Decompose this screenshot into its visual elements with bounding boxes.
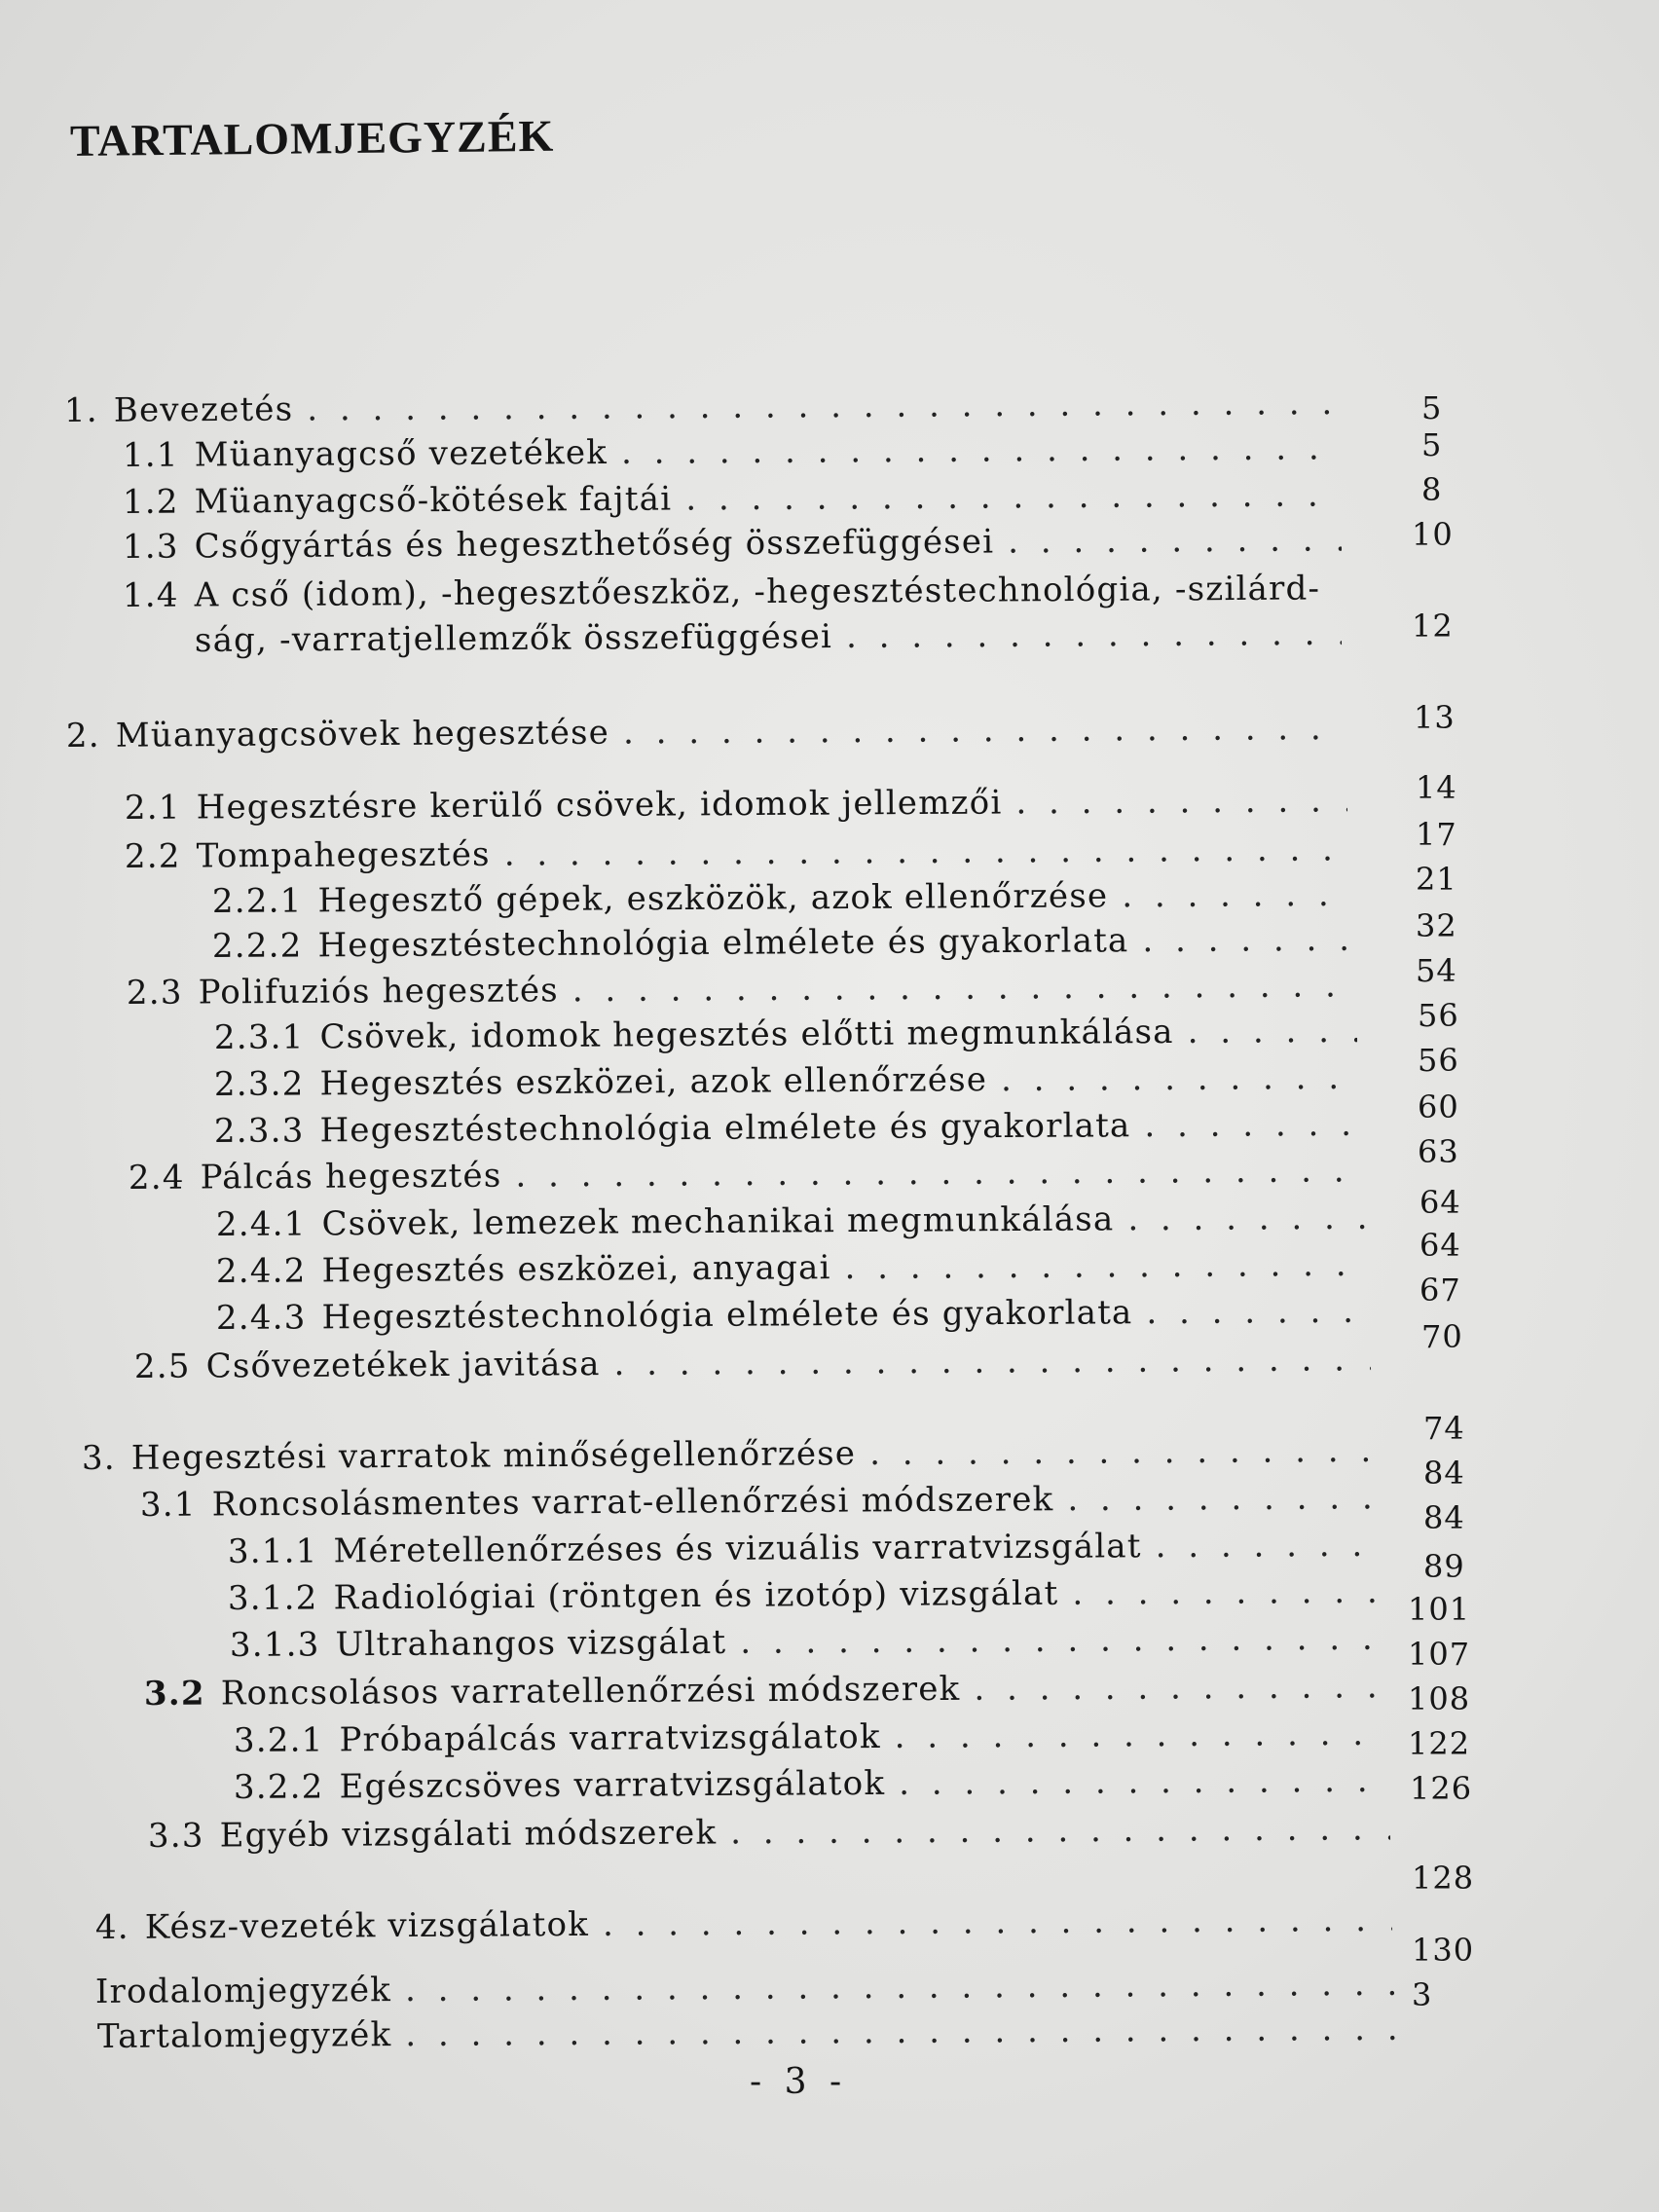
- toc-page-number: 108: [1408, 1680, 1471, 1717]
- toc-entry-title: Méretellenőrzéses és vizuális varratvizsgálat: [333, 1527, 1142, 1571]
- toc-entry-number: 2.3.2: [213, 1064, 305, 1104]
- toc-entry-number: 2.4.1: [215, 1204, 307, 1244]
- toc-entry-title: Polifuziós hegesztés: [198, 971, 559, 1013]
- toc-entry-number: 3.: [81, 1438, 116, 1478]
- toc-entry-number: 1.3: [122, 527, 179, 567]
- toc-entry-number: 2.2.2: [211, 926, 303, 966]
- toc-page-number: 60: [1418, 1088, 1459, 1125]
- leader-dots: [1067, 1478, 1377, 1519]
- leader-dots: [899, 1761, 1388, 1803]
- toc-entry-number: 1.: [63, 390, 98, 430]
- leader-dots: [504, 830, 1349, 873]
- toc-entry-number: 2.: [65, 716, 100, 756]
- toc-entry-3-3: [148, 1809, 1390, 1860]
- leader-dots: [307, 384, 1330, 428]
- toc-entry-2-3-1: [214, 1012, 1357, 1061]
- toc-page-number: 3: [1412, 1976, 1433, 2013]
- toc-entry-title: Hegesztés eszközei, anyagai: [321, 1248, 831, 1291]
- toc-entry-title: Csövek, idomok hegesztés előtti megmunkálása: [319, 1012, 1174, 1057]
- toc-entry-number: 3.2.1: [233, 1720, 324, 1760]
- leader-dots: [405, 1965, 1394, 2009]
- leader-dots: [685, 475, 1340, 518]
- toc-entry-number: 2.3: [126, 973, 183, 1013]
- page-folio: - 3 -: [750, 2062, 848, 2102]
- toc-entry-title: Ultrahangos vizsgálat: [335, 1622, 727, 1665]
- leader-dots: [1144, 1105, 1361, 1145]
- toc-entry-title: Tompahegesztés: [196, 834, 491, 876]
- toc-entry-3-1: [140, 1478, 1377, 1529]
- toc-page-number: 89: [1423, 1548, 1465, 1585]
- toc-page-number: 54: [1416, 952, 1457, 989]
- toc-entry-1-2: [123, 475, 1340, 526]
- toc-page-number: 5: [1421, 426, 1443, 463]
- toc-entry-2-2-1: [212, 875, 1351, 925]
- toc-page-number: 56: [1418, 997, 1459, 1034]
- toc-page-number: 13: [1414, 699, 1456, 736]
- toc-page-number: 10: [1412, 516, 1454, 553]
- leader-dots: [1156, 1526, 1380, 1566]
- toc-entry-2-1: [125, 781, 1347, 831]
- toc-page-number: 8: [1421, 471, 1443, 508]
- toc-entry-2-2-2: [212, 920, 1353, 970]
- toc-page-number: 63: [1418, 1133, 1459, 1170]
- toc-page-number: 21: [1416, 861, 1457, 898]
- toc-entry-number: 3.1: [139, 1485, 197, 1525]
- toc-entry-1-1: [123, 428, 1340, 479]
- toc-page-number: 122: [1408, 1725, 1471, 1762]
- toc-entry-number: 1.2: [122, 482, 179, 522]
- toc-entry-2-3-3: [214, 1105, 1361, 1155]
- toc-entry-1-4-continued: [195, 614, 1342, 664]
- toc-entry-title: ság, -varratjellemzők összefüggései: [194, 616, 833, 660]
- toc-entry-bibliography: [95, 1965, 1394, 2015]
- toc-page-number: 14: [1416, 769, 1457, 806]
- toc-page-number: 12: [1412, 608, 1454, 645]
- toc-page-number: 32: [1416, 907, 1457, 944]
- toc-entry-2: [66, 709, 1344, 759]
- toc-entry-number: 3.2.2: [233, 1767, 324, 1807]
- toc-page-number: 101: [1408, 1591, 1471, 1628]
- toc-entry-title: Egészcsöves varratvizsgálatok: [339, 1763, 886, 1807]
- toc-entry-1-4: [123, 569, 1359, 619]
- toc-entry-1: [64, 384, 1330, 434]
- toc-entry-title: Roncsolásos varratellenőrzési módszerek: [220, 1669, 961, 1714]
- toc-page-number: 17: [1416, 816, 1457, 853]
- leader-dots: [1146, 1292, 1369, 1332]
- toc-entry-3-2-1: [234, 1714, 1386, 1764]
- toc-entry-title: Próbapálcás varratvizsgálatok: [339, 1716, 881, 1760]
- toc-page-number: 84: [1423, 1455, 1465, 1492]
- toc-entry-title: Hegesztéstechnológia elmélete és gyakorlata: [321, 1293, 1133, 1338]
- toc-entry-number: 3.2: [143, 1674, 205, 1714]
- leader-dots: [844, 1245, 1367, 1287]
- toc-page-number: 5: [1421, 389, 1443, 426]
- toc-entry-1-3: [123, 520, 1342, 571]
- toc-entry-2-4-2: [216, 1245, 1367, 1295]
- toc-entry-title: Bevezetés: [113, 389, 294, 430]
- page-title: TARTALOMJEGYZÉK: [69, 110, 555, 166]
- toc-page-number: 56: [1418, 1042, 1459, 1079]
- toc-entry-title: Radiológiai (röntgen és izotóp) vizsgálat: [333, 1573, 1059, 1618]
- toc-entry-title: Müanyagcsövek hegesztése: [115, 713, 610, 756]
- toc-entry-3-1-3: [230, 1619, 1382, 1669]
- toc-entry-number: 2.1: [124, 788, 181, 828]
- leader-dots: [846, 614, 1342, 656]
- toc-entry-number: 2.3.3: [213, 1111, 305, 1151]
- toc-entry-title: Hegesztéstechnológia elmélete és gyakorlata: [319, 1106, 1131, 1151]
- toc-page-number: 126: [1410, 1770, 1473, 1807]
- toc-entry-title: Csővezetékek javitása: [205, 1345, 601, 1386]
- toc-entry-number: 2.3.1: [213, 1017, 305, 1057]
- toc-entry-title: Csőgyártás és hegeszthetőség összefüggései: [194, 522, 995, 567]
- leader-dots: [515, 1151, 1363, 1195]
- toc-entry-title: Müanyagcső-kötések fajtái: [194, 479, 673, 522]
- toc-entry-2-3: [127, 966, 1355, 1016]
- toc-page-number: 74: [1423, 1410, 1465, 1447]
- toc-entry-2-4: [129, 1151, 1363, 1201]
- toc-entry-3-2-2: [234, 1761, 1388, 1811]
- toc-entry-title: Tartalomjegyzék: [96, 2015, 392, 2056]
- toc-page-number: 64: [1419, 1184, 1461, 1221]
- leader-dots: [1001, 1058, 1359, 1099]
- toc-page-number: 67: [1419, 1272, 1461, 1309]
- toc-entry-4: [95, 1900, 1392, 1951]
- toc-entry-2-5: [134, 1340, 1371, 1390]
- leader-dots: [1142, 920, 1353, 960]
- toc-entry-title: Hegesztési varratok minőségellenőrzése: [130, 1434, 857, 1478]
- leader-dots: [740, 1619, 1382, 1662]
- leader-dots: [613, 1340, 1371, 1383]
- toc-page-number: 107: [1408, 1636, 1471, 1673]
- leader-dots: [623, 709, 1344, 753]
- toc-entry-title: Müanyagcső vezetékek: [194, 432, 608, 475]
- leader-dots: [1127, 1198, 1365, 1238]
- leader-dots: [405, 2009, 1396, 2054]
- toc-entry-number: 2.4.3: [215, 1298, 307, 1338]
- toc-entry-3-2: [144, 1667, 1384, 1717]
- toc-entry-number: 2.5: [133, 1346, 191, 1386]
- toc-entry-title: Pálcás hegesztés: [200, 1156, 502, 1198]
- toc-entry-title: Hegesztés eszközei, azok ellenőrzése: [319, 1060, 988, 1104]
- toc-entry-title: Hegesztéstechnológia elmélete és gyakorlata: [317, 921, 1129, 966]
- leader-dots: [730, 1809, 1390, 1852]
- leader-dots: [1122, 875, 1351, 915]
- leader-dots: [869, 1431, 1375, 1473]
- toc-entry-number: 3.1.2: [227, 1578, 318, 1618]
- toc-page-number: 128: [1412, 1860, 1475, 1897]
- toc-entry-number: 3.1.3: [229, 1625, 320, 1665]
- toc-page-number: 64: [1419, 1227, 1461, 1264]
- leader-dots: [1072, 1572, 1381, 1613]
- toc-entry-number: 4.: [94, 1907, 129, 1947]
- toc-entry-title: Hegesztésre kerülő csövek, idomok jellemzői: [196, 783, 1003, 828]
- toc-entry-title: Kész-vezeték vizsgálatok: [144, 1904, 590, 1947]
- toc-entry-2-3-2: [214, 1058, 1359, 1108]
- toc-entry-2-2: [125, 830, 1349, 880]
- toc-entry-3-1-1: [228, 1526, 1379, 1575]
- toc-entry-number: 3.3: [147, 1816, 204, 1856]
- toc-entry-title: Irodalomjegyzék: [94, 1971, 392, 2011]
- toc-entry-number: 1.4: [122, 575, 179, 615]
- toc-entry-number: 2.4: [128, 1158, 185, 1198]
- leader-dots: [1008, 520, 1342, 561]
- toc-entry-3-1-2: [228, 1572, 1381, 1622]
- leader-dots: [1188, 1012, 1358, 1051]
- toc-entry-number: 2.4.2: [215, 1251, 307, 1291]
- toc-entry-3: [82, 1431, 1375, 1482]
- toc-entry-title: Csövek, lemezek mechanikai megmunkálása: [321, 1199, 1115, 1244]
- leader-dots: [621, 428, 1340, 472]
- toc-page-number: 70: [1421, 1318, 1463, 1355]
- toc-entry-number: 2.2.1: [211, 881, 303, 921]
- leader-dots: [895, 1714, 1387, 1756]
- toc-entry-number: 2.2: [124, 836, 181, 876]
- leader-dots: [603, 1900, 1392, 1944]
- toc-entry-title: Egyéb vizsgálati módszerek: [219, 1813, 718, 1856]
- leader-dots: [1015, 781, 1347, 822]
- toc-entry-title: Roncsolásmentes varrat-ellenőrzési módszerek: [211, 1480, 1054, 1525]
- leader-dots: [974, 1667, 1384, 1709]
- toc-entry-number: 1.1: [122, 435, 179, 475]
- toc-entry-title: A cső (idom), -hegesztőeszköz, -hegesztéstechnológia, -szilárd-: [194, 569, 1321, 615]
- toc-page-number: 84: [1423, 1499, 1465, 1536]
- toc-entry-contents: [97, 2009, 1396, 2060]
- toc-entry-title: Hegesztő gépek, eszközök, azok ellenőrzése: [317, 876, 1109, 921]
- toc-entry-2-4-3: [216, 1292, 1369, 1342]
- toc-entry-2-4-1: [216, 1198, 1365, 1248]
- toc-entry-number: 3.1.1: [227, 1531, 318, 1571]
- leader-dots: [572, 966, 1355, 1010]
- toc-page-number: 130: [1412, 1932, 1475, 1969]
